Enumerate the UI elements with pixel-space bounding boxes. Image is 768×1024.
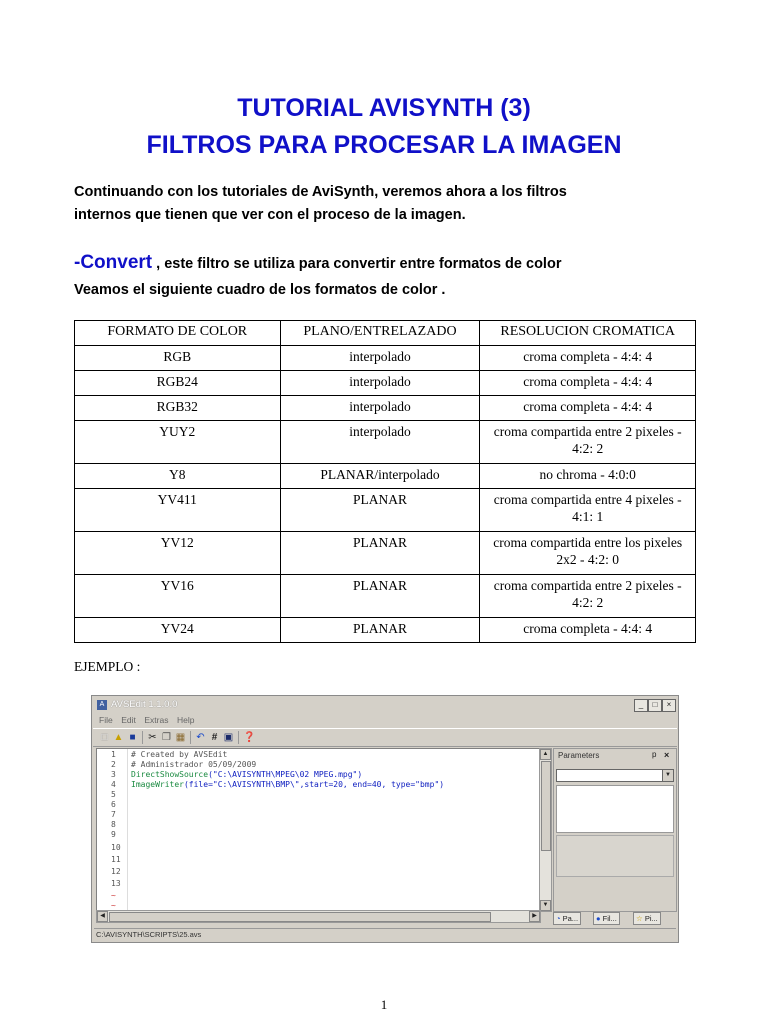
- parameters-dropdown[interactable]: [556, 769, 674, 782]
- preview-icon[interactable]: ▣: [223, 732, 234, 743]
- code-function: ImageWriter: [131, 780, 184, 789]
- cell-plane: interpolado: [280, 421, 480, 464]
- tab-filters[interactable]: [593, 912, 620, 925]
- convert-paragraph: [74, 250, 714, 303]
- cell-plane: PLANAR: [280, 618, 480, 643]
- line-number: 13: [111, 879, 121, 888]
- line-number: 1: [111, 750, 116, 759]
- panel-tabs: [553, 912, 675, 925]
- cell-format: YUY2: [75, 421, 281, 464]
- table-row: [75, 489, 696, 532]
- toolbar-separator: [142, 731, 143, 744]
- header-formato: FORMATO DE COLOR: [75, 321, 281, 346]
- code-line-4: [131, 780, 444, 790]
- title-line-1: TUTORIAL AVISYNTH (3): [237, 94, 531, 122]
- menu-bar: [93, 714, 677, 727]
- toolbar: [93, 728, 677, 747]
- vertical-scrollbar[interactable]: [539, 748, 552, 912]
- line-number: 2: [111, 760, 116, 769]
- table-row: [75, 421, 696, 464]
- chevron-down-icon[interactable]: ▼: [662, 770, 673, 781]
- color-format-table: [74, 320, 696, 643]
- tab-label: Pi...: [644, 914, 658, 923]
- menu-edit[interactable]: Edit: [121, 715, 136, 725]
- minimize-button[interactable]: _: [634, 699, 648, 712]
- header-resolucion: RESOLUCION CROMATICA: [480, 321, 696, 346]
- scroll-down-icon[interactable]: ▼: [540, 900, 551, 911]
- code-argument: (file="C:\AVISYNTH\BMP\",start=20, end=40, type="bmp"): [183, 780, 445, 789]
- page-number: 1: [380, 997, 388, 1012]
- cell-resolution: croma compartida entre 4 pixeles - 4:1: 1: [480, 489, 696, 532]
- title-line-2: FILTROS PARA PROCESAR LA IMAGEN: [146, 131, 622, 159]
- header-plano: PLANO/ENTRELAZADO: [280, 321, 480, 346]
- table-header-row: [75, 321, 696, 346]
- line-gutter: [97, 749, 128, 911]
- cell-format: RGB24: [75, 371, 281, 396]
- intro-line-1: Continuando con los tutoriales de AviSynth, veremos ahora a los filtros: [74, 184, 567, 200]
- intro-line-2: internos que tienen que ver con el proceso de la imagen.: [74, 207, 466, 223]
- menu-help[interactable]: Help: [177, 715, 195, 725]
- horizontal-scrollbar[interactable]: [96, 910, 541, 923]
- panel-title: Parameters: [558, 751, 600, 760]
- filters-tab-icon: ●: [596, 914, 601, 923]
- cell-resolution: croma compartida entre 2 pixeles - 4:2: 2: [480, 421, 696, 464]
- menu-extras[interactable]: Extras: [144, 715, 169, 725]
- parameters-tab-icon: ◔: [556, 914, 561, 923]
- cell-plane: interpolado: [280, 396, 480, 421]
- horizontal-scroll-thumb[interactable]: [109, 912, 491, 922]
- line-number: 5: [111, 790, 116, 799]
- hash-icon[interactable]: #: [211, 732, 218, 743]
- window-titlebar[interactable]: [93, 697, 677, 713]
- help-icon[interactable]: ❓: [243, 732, 256, 743]
- convert-line-2: Veamos el siguiente cuadro de los formatos de color .: [74, 282, 446, 298]
- line-number: 6: [111, 800, 116, 809]
- cell-format: YV16: [75, 575, 281, 618]
- maximize-button[interactable]: □: [648, 699, 662, 712]
- cell-resolution: croma compartida entre 2 pixeles - 4:2: 2: [480, 575, 696, 618]
- scroll-left-icon[interactable]: ◀: [97, 911, 108, 922]
- undo-icon[interactable]: ↶: [196, 732, 205, 743]
- new-icon[interactable]: □: [101, 732, 108, 743]
- close-button[interactable]: ×: [662, 699, 676, 712]
- cell-resolution: no chroma - 4:0:0: [480, 464, 696, 489]
- cell-resolution: croma completa - 4:4: 4: [480, 371, 696, 396]
- cell-resolution: croma compartida entre los pixeles 2x2 - 4:2: 0: [480, 532, 696, 575]
- tab-label: Fil...: [602, 914, 617, 923]
- tilde-marker: ~: [111, 891, 116, 900]
- status-bar: [94, 928, 676, 940]
- app-icon: A: [97, 700, 107, 710]
- pin-icon[interactable]: p: [652, 750, 657, 759]
- avsedit-window: [91, 695, 679, 943]
- ejemplo-label: EJEMPLO :: [74, 659, 141, 674]
- cell-resolution: croma completa - 4:4: 4: [480, 346, 696, 371]
- scroll-right-icon[interactable]: ▶: [529, 911, 540, 922]
- code-line-3: [131, 770, 362, 780]
- table-row: [75, 532, 696, 575]
- table-row: [75, 575, 696, 618]
- line-number: 9: [111, 830, 116, 839]
- menu-file[interactable]: File: [99, 715, 113, 725]
- line-number: 8: [111, 820, 116, 829]
- toolbar-separator: [190, 731, 191, 744]
- cell-format: YV24: [75, 618, 281, 643]
- cell-plane: PLANAR: [280, 532, 480, 575]
- table-row: [75, 396, 696, 421]
- table-row: [75, 371, 696, 396]
- convert-text: , este filtro se utiliza para convertir entre formatos de color: [152, 256, 562, 272]
- code-line-1: # Created by AVSEdit: [131, 750, 228, 759]
- cell-plane: PLANAR: [280, 489, 480, 532]
- code-function: DirectShowSource: [131, 770, 209, 779]
- intro-paragraph: [74, 181, 714, 227]
- tab-label: Pa...: [562, 914, 579, 923]
- parameters-panel: [553, 748, 677, 912]
- parameters-description: [556, 835, 674, 877]
- tab-parameters[interactable]: [553, 912, 581, 925]
- copy-icon[interactable]: ❐: [162, 732, 171, 743]
- cell-plane: interpolado: [280, 371, 480, 396]
- line-number: 10: [111, 843, 121, 852]
- tab-plugins[interactable]: [633, 912, 661, 925]
- cell-resolution: croma completa - 4:4: 4: [480, 618, 696, 643]
- cut-icon[interactable]: ✂: [148, 732, 157, 743]
- cell-plane: interpolado: [280, 346, 480, 371]
- cell-format: YV12: [75, 532, 281, 575]
- cell-plane: PLANAR: [280, 575, 480, 618]
- vertical-scroll-thumb[interactable]: [541, 761, 551, 851]
- window-title: AVSEdit 1.1.0.0: [111, 699, 178, 710]
- plugins-tab-icon: ☆: [636, 914, 643, 923]
- save-icon[interactable]: ■: [129, 732, 136, 743]
- panel-close-icon[interactable]: ×: [664, 750, 670, 760]
- scroll-up-icon[interactable]: ▲: [540, 749, 551, 760]
- line-number: 12: [111, 867, 121, 876]
- cell-plane: PLANAR/interpolado: [280, 464, 480, 489]
- parameters-list[interactable]: [556, 785, 674, 833]
- line-number: 4: [111, 780, 116, 789]
- code-editor[interactable]: [96, 748, 541, 912]
- line-number: 7: [111, 810, 116, 819]
- toolbar-separator: [238, 731, 239, 744]
- table-row: [75, 618, 696, 643]
- paste-icon[interactable]: ▦: [175, 732, 186, 743]
- line-number: 11: [111, 855, 121, 864]
- table-row: [75, 346, 696, 371]
- code-argument: ("C:\AVISYNTH\MPEG\02 MPEG.mpg"): [208, 770, 363, 779]
- cell-format: Y8: [75, 464, 281, 489]
- table-row: [75, 464, 696, 489]
- cell-format: YV411: [75, 489, 281, 532]
- line-number: 3: [111, 770, 116, 779]
- cell-format: RGB: [75, 346, 281, 371]
- cell-resolution: croma completa - 4:4: 4: [480, 396, 696, 421]
- cell-format: RGB32: [75, 396, 281, 421]
- code-line-2: # Administrador 05/09/2009: [131, 760, 257, 769]
- open-icon[interactable]: ▲: [113, 732, 124, 743]
- convert-keyword: -Convert: [74, 252, 153, 273]
- status-path: C:\AVISYNTH\SCRIPTS\25.avs: [96, 930, 202, 939]
- tilde-marker: ~: [111, 901, 116, 910]
